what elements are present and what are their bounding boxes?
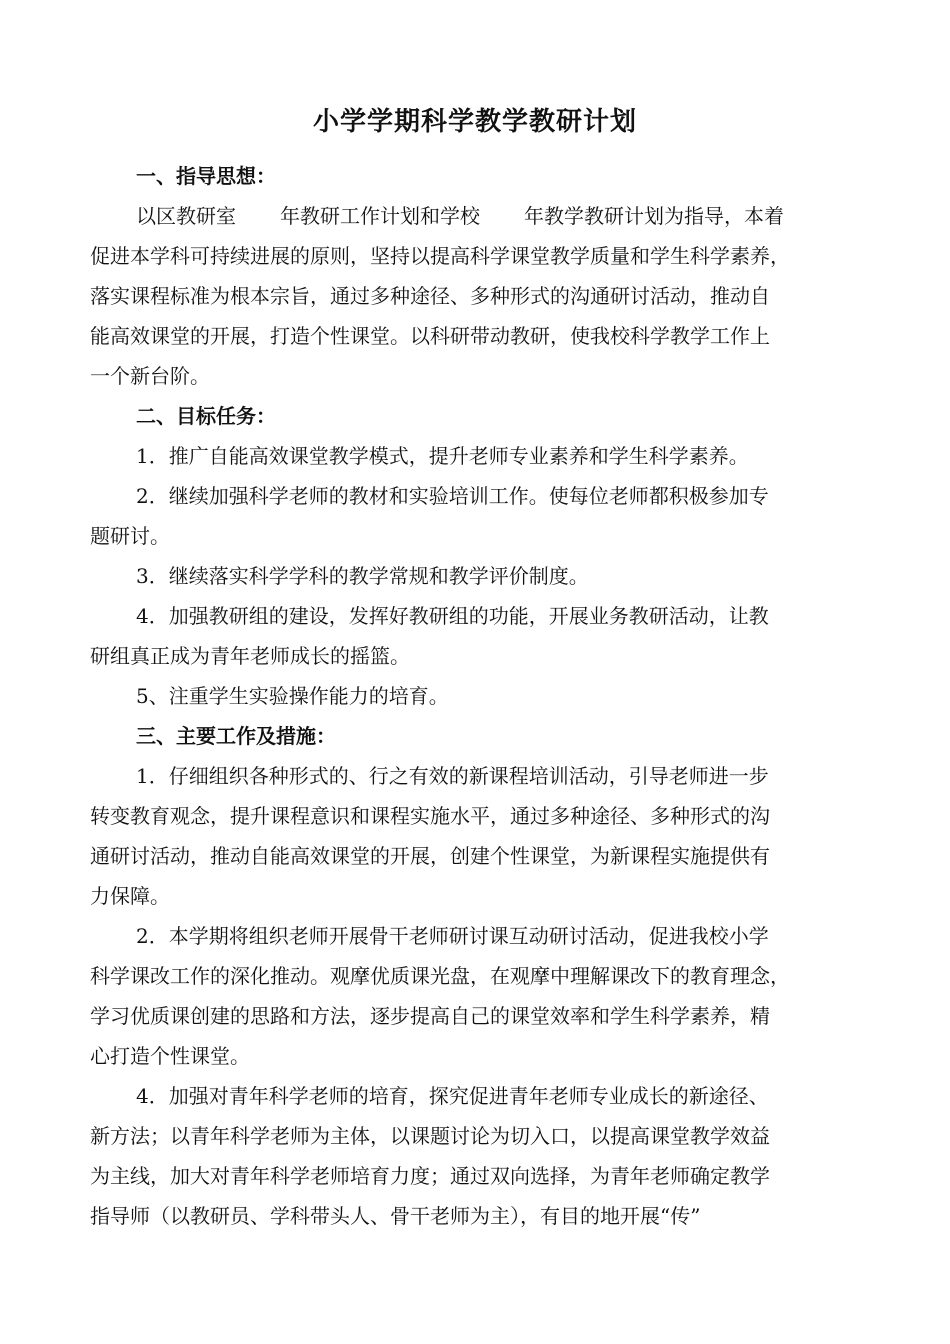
document-body (90, 156, 870, 1236)
paragraph-line: 新方法；以青年科学老师为主体，以课题讨论为切入口，以提高课堂教学效益 (90, 1124, 770, 1148)
paragraph-line (90, 196, 870, 236)
text-fragment: 以区教研室 (136, 204, 236, 228)
list-item (90, 556, 870, 596)
paragraph-line: 力保障。 (90, 884, 170, 908)
goals-list (90, 436, 870, 716)
paragraph-line: 促进本学科可持续进展的原则，坚持以提高科学课堂教学质量和学生科学素养， (90, 244, 790, 268)
paragraph-line: 2．继续加强科学老师的教材和实验培训工作。使每位老师都积极参加专 (136, 484, 769, 508)
paragraph-line: 指导师（以教研员、学科带头人、骨干老师为主），有目的地开展“传” (90, 1204, 701, 1228)
list-item (90, 436, 870, 476)
paragraph-line: 心打造个性课堂。 (90, 1044, 250, 1068)
paragraph-line: 1．推广自能高效课堂教学模式，提升老师专业素养和学生科学素养。 (136, 444, 749, 468)
page-title: 小学学期科学教学教研计划 (312, 107, 637, 137)
section-heading-main-work: 三、主要工作及措施： (136, 724, 336, 748)
list-item (90, 916, 870, 1076)
list-item (90, 1076, 870, 1236)
list-item (90, 756, 870, 916)
guiding-ideology-paragraph (90, 196, 870, 396)
paragraph-line: 通研讨活动，推动自能高效课堂的开展，创建个性课堂，为新课程实施提供有 (90, 844, 770, 868)
main-work-list (90, 756, 870, 1236)
paragraph-line: 4．加强教研组的建设，发挥好教研组的功能，开展业务教研活动，让教 (136, 604, 769, 628)
paragraph-line: 题研讨。 (90, 524, 170, 548)
text-fragment: 年教研工作计划和学校 (280, 204, 480, 228)
paragraph-line: 5、注重学生实验操作能力的培育。 (136, 684, 449, 708)
paragraph-line: 学习优质课创建的思路和方法，逐步提高自己的课堂效率和学生科学素养，精 (90, 1004, 770, 1028)
paragraph-line: 落实课程标准为根本宗旨，通过多种途径、多种形式的沟通研讨活动，推动自 (90, 284, 770, 308)
section-heading-guiding-ideology: 一、指导思想： (136, 164, 276, 188)
paragraph-line: 3．继续落实科学学科的教学常规和教学评价制度。 (136, 564, 589, 588)
paragraph-line: 4．加强对青年科学老师的培育，探究促进青年老师专业成长的新途径、 (136, 1084, 769, 1108)
paragraph-line: 1．仔细组织各种形式的、行之有效的新课程培训活动，引导老师进一步 (136, 764, 769, 788)
paragraph-line: 2．本学期将组织老师开展骨干老师研讨课互动研讨活动，促进我校小学 (136, 924, 769, 948)
text-fragment: 年教学教研计划为指导，本着 (524, 204, 784, 228)
list-item (90, 476, 870, 556)
list-item (90, 676, 870, 716)
paragraph-line: 为主线，加大对青年科学老师培育力度；通过双向选择，为青年老师确定教学 (90, 1164, 770, 1188)
paragraph-line: 科学课改工作的深化推动。观摩优质课光盘，在观摩中理解课改下的教育理念， (90, 964, 790, 988)
paragraph-line: 能高效课堂的开展，打造个性课堂。以科研带动教研，使我校科学教学工作上 (90, 324, 770, 348)
paragraph-line: 一个新台阶。 (90, 364, 210, 388)
list-item (90, 596, 870, 676)
paragraph-line: 转变教育观念，提升课程意识和课程实施水平，通过多种途径、多种形式的沟 (90, 804, 770, 828)
paragraph-line: 研组真正成为青年老师成长的摇篮。 (90, 644, 410, 668)
section-heading-goals: 二、目标任务： (136, 404, 276, 428)
